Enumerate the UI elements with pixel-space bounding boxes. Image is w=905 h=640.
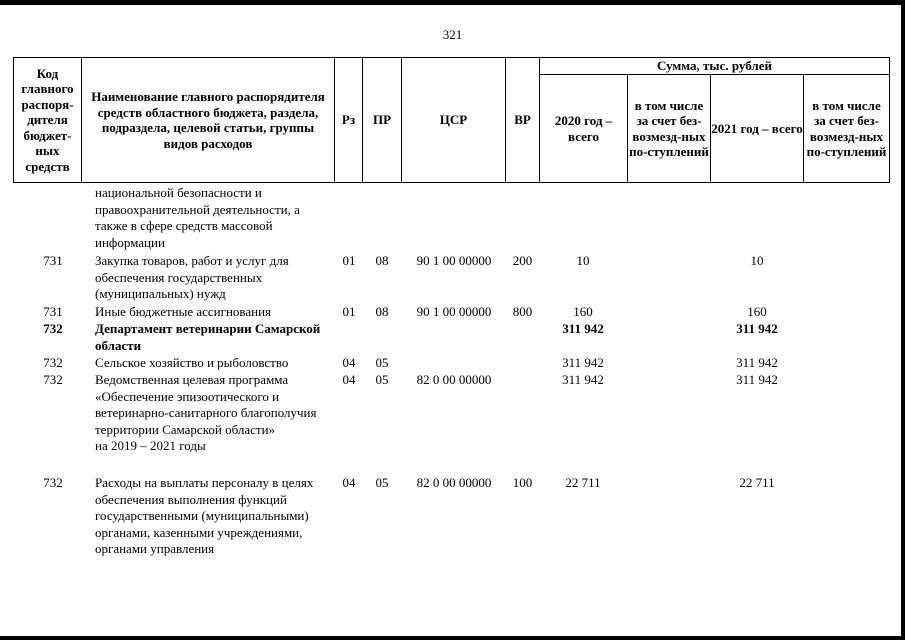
row-name bbox=[95, 372, 335, 455]
header-2020-grants: в том числе за счет без-возмезд-ных по-ступлений bbox=[629, 97, 709, 159]
row-name: Закупка товаров, работ и услуг для обеспечения государственных (муниципальных) нужд bbox=[95, 253, 289, 301]
row-pr: 05 bbox=[375, 372, 389, 387]
header-name: Наименование главного распорядителя средств областного бюджета, раздела, подраздела, целевой статьи, группы видов расходов bbox=[91, 89, 325, 151]
row-rz: 04 bbox=[342, 475, 356, 490]
row-csr: 90 1 00 00000 bbox=[416, 253, 492, 268]
row-name-tail: на 2019 – 2021 годы bbox=[95, 438, 206, 453]
row-name: Департамент ветеринарии Самарской области bbox=[95, 321, 321, 353]
row-sum-2021: 311 942 bbox=[736, 355, 778, 370]
row-sum-2020: 311 942 bbox=[562, 355, 604, 370]
header-2021-total: 2021 год – всего bbox=[711, 120, 803, 136]
row-code: 732 bbox=[43, 321, 63, 336]
continuation-text: национальной безопасности и правоохранительной деятельности, а также в сфере средств массовой информации bbox=[95, 185, 300, 250]
row-pr: 05 bbox=[375, 355, 389, 370]
row-sum-2021: 160 bbox=[747, 304, 767, 319]
header-2020-total: 2020 год – всего bbox=[554, 113, 613, 144]
row-pr: 08 bbox=[375, 304, 389, 319]
row-sum-2020: 10 bbox=[576, 253, 590, 268]
page-border-top bbox=[0, 0, 905, 5]
row-vr: 800 bbox=[512, 304, 533, 319]
row-rz: 04 bbox=[342, 372, 356, 387]
row-sum-2021: 311 942 bbox=[736, 321, 778, 336]
row-csr: 82 0 00 00000 bbox=[416, 372, 492, 387]
row-vr: 100 bbox=[512, 475, 533, 490]
header-2021-grants: в том числе за счет без-возмезд-ных по-ступлений bbox=[806, 97, 887, 159]
row-sum-2021: 311 942 bbox=[736, 372, 778, 387]
row-name: Иные бюджетные ассигнования bbox=[95, 304, 272, 319]
row-pr: 08 bbox=[375, 253, 389, 268]
row-code: 731 bbox=[43, 304, 63, 319]
row-sum-2020: 160 bbox=[573, 304, 593, 319]
header-sum: Сумма, тыс. рублей bbox=[657, 58, 772, 74]
page-border-bottom bbox=[0, 636, 905, 640]
row-sum-2020: 311 942 bbox=[562, 372, 604, 387]
row-name: Сельское хозяйство и рыболовство bbox=[95, 355, 289, 370]
row-rz: 01 bbox=[342, 304, 356, 319]
row-sum-2021: 22 711 bbox=[739, 475, 775, 490]
row-code: 732 bbox=[43, 355, 63, 370]
row-csr: 90 1 00 00000 bbox=[416, 304, 492, 319]
page-border-right bbox=[901, 0, 905, 640]
header-csr: ЦСР bbox=[439, 112, 468, 128]
row-code: 731 bbox=[43, 253, 63, 268]
row-sum-2020: 311 942 bbox=[562, 321, 604, 336]
page-number: 321 bbox=[442, 27, 463, 42]
header-vr: ВР bbox=[514, 112, 531, 128]
row-vr: 200 bbox=[512, 253, 533, 268]
header-rz: Рз bbox=[341, 112, 356, 128]
row-sum-2020: 22 711 bbox=[565, 475, 601, 490]
row-name-main: Ведомственная целевая программа «Обеспечение эпизоотического и ветеринарно-санитарного благополучия территории Самарской области» bbox=[95, 372, 317, 437]
row-code: 732 bbox=[43, 372, 63, 387]
row-name: Расходы на выплаты персоналу в целях обеспечения выполнения функций государственными (муниципальными) органами, казенными учреждениями, органами управления bbox=[95, 475, 314, 556]
table-header bbox=[13, 57, 890, 183]
row-rz: 01 bbox=[342, 253, 356, 268]
header-code: Код главного распоря-дителя бюджет-ных средств bbox=[21, 65, 74, 174]
row-code: 732 bbox=[43, 475, 63, 490]
row-csr: 82 0 00 00000 bbox=[416, 475, 492, 490]
row-sum-2021: 10 bbox=[750, 253, 764, 268]
header-pr: ПР bbox=[372, 112, 392, 128]
row-pr: 05 bbox=[375, 475, 389, 490]
row-rz: 04 bbox=[342, 355, 356, 370]
